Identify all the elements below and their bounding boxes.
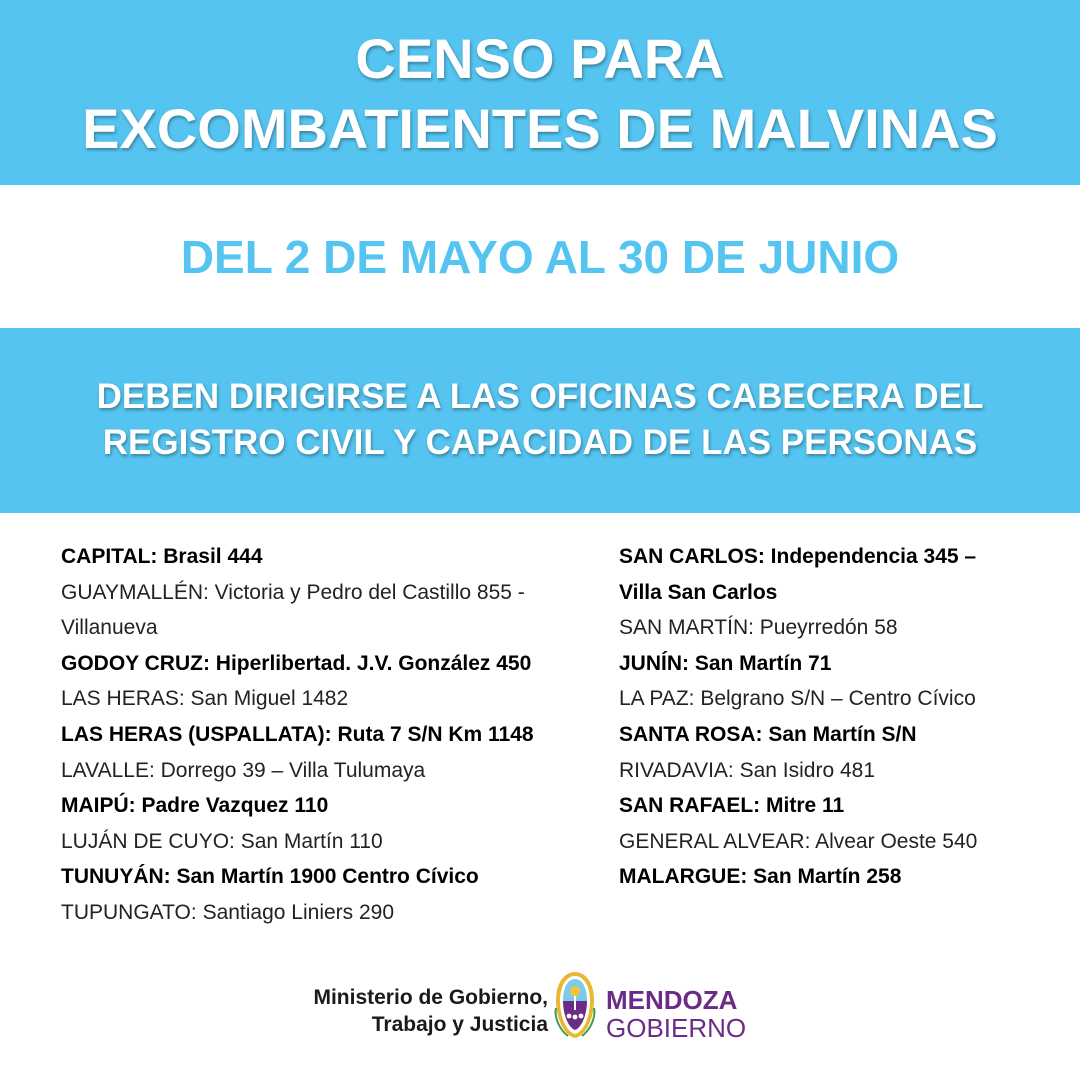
office-entry: MALARGUE: San Martín 258 — [619, 865, 902, 889]
title-line-2: EXCOMBATIENTES DE MALVINAS — [82, 97, 998, 160]
brand-name: MENDOZA — [606, 985, 738, 1015]
date-range: DEL 2 DE MAYO AL 30 DE JUNIO — [180, 231, 900, 283]
offices-list-left — [61, 539, 561, 931]
office-entry: GODOY CRUZ: Hiperlibertad. J.V. González 450 — [61, 651, 532, 675]
office-entry: LUJÁN DE CUYO: San Martín 110 — [61, 829, 383, 853]
page-title — [0, 0, 1080, 164]
office-entry: LAS HERAS (USPALLATA): Ruta 7 S/N Km 1148 — [61, 722, 534, 746]
title-line-1: CENSO PARA — [355, 27, 725, 90]
ministry-line-1: Ministerio de Gobierno, — [313, 986, 548, 1009]
office-entry: SAN RAFAEL: Mitre 11 — [619, 794, 845, 818]
offices-list-right — [619, 539, 1039, 895]
instructions-line-2: REGISTRO CIVIL Y CAPACIDAD DE LAS PERSONAS — [102, 423, 978, 462]
office-entry: CAPITAL: Brasil 444 — [61, 545, 263, 568]
office-entry: GENERAL ALVEAR: Alvear Oeste 540 — [619, 829, 978, 853]
office-entry-continued: Villa San Carlos — [619, 580, 778, 604]
office-entry: TUNUYÁN: San Martín 1900 Centro Cívico — [61, 865, 479, 889]
office-entry: MAIPÚ: Padre Vazquez 110 — [61, 794, 329, 818]
office-entry: LAS HERAS: San Miguel 1482 — [61, 687, 349, 711]
office-entry: LAVALLE: Dorrego 39 – Villa Tulumaya — [61, 758, 426, 782]
dates-banner — [0, 185, 1080, 328]
office-entry: LA PAZ: Belgrano S/N – Centro Cívico — [619, 687, 976, 711]
instructions-line-1: DEBEN DIRIGIRSE A LAS OFICINAS CABECERA DEL — [96, 377, 984, 416]
instructions — [0, 328, 1080, 466]
brand-subtitle: GOBIERNO — [606, 1013, 747, 1043]
office-entry: SAN MARTÍN: Pueyrredón 58 — [619, 616, 898, 640]
office-entry: JUNÍN: San Martín 71 — [619, 651, 832, 675]
ministry-name — [250, 984, 548, 1038]
header-banner — [0, 0, 1080, 185]
mendoza-coat-of-arms-icon — [552, 970, 598, 1040]
mendoza-gobierno-logo — [606, 986, 746, 1042]
info-banner — [0, 328, 1080, 513]
office-entry: GUAYMALLÉN: Victoria y Pedro del Castillo 855 - — [61, 580, 525, 604]
office-entry: SANTA ROSA: San Martín S/N — [619, 722, 917, 746]
office-entry: RIVADAVIA: San Isidro 481 — [619, 758, 876, 782]
office-entry: SAN CARLOS: Independencia 345 – — [619, 545, 977, 568]
footer — [0, 968, 1080, 1043]
office-entry: TUPUNGATO: Santiago Liniers 290 — [61, 900, 395, 924]
ministry-line-2: Trabajo y Justicia — [371, 1013, 548, 1036]
office-entry-continued: Villanueva — [61, 616, 158, 640]
